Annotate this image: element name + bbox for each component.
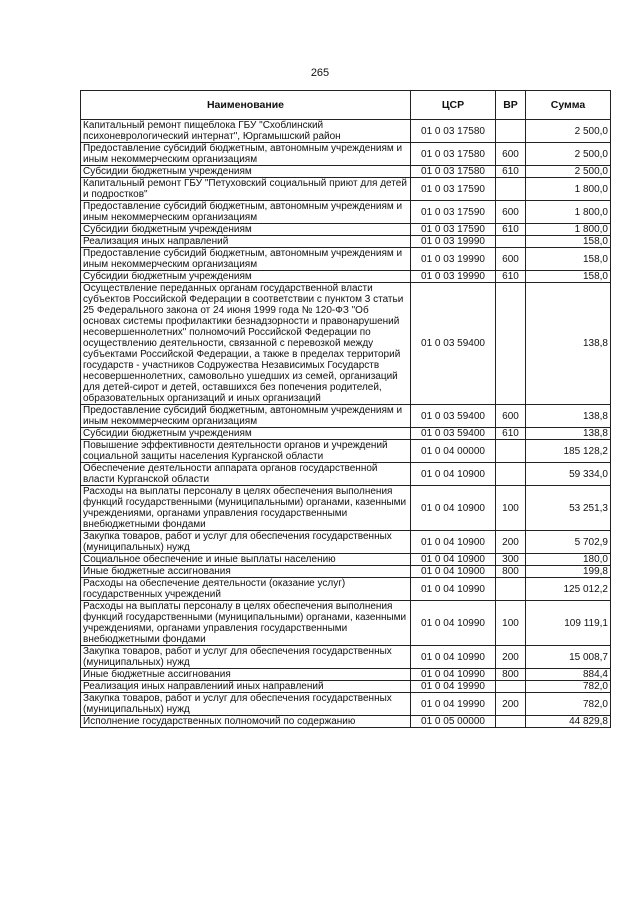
- cell-sum: 1 800,0: [526, 178, 611, 201]
- cell-vr: 100: [496, 486, 526, 531]
- cell-name: Расходы на обеспечение деятельности (оказание услуг) государственных учреждений: [81, 578, 411, 601]
- cell-name: Предоставление субсидий бюджетным, автономным учреждениям и иным некоммерческим организациям: [81, 405, 411, 428]
- cell-vr: [496, 236, 526, 248]
- cell-sum: 158,0: [526, 271, 611, 283]
- cell-csr: 01 0 04 10990: [411, 601, 496, 646]
- header-csr: ЦСР: [411, 91, 496, 120]
- cell-name: Субсидии бюджетным учреждениям: [81, 271, 411, 283]
- cell-vr: 100: [496, 601, 526, 646]
- table-row: [81, 166, 611, 178]
- cell-name: Иные бюджетные ассигнования: [81, 566, 411, 578]
- cell-name: Субсидии бюджетным учреждениям: [81, 428, 411, 440]
- cell-csr: 01 0 03 17590: [411, 224, 496, 236]
- table-row: [81, 271, 611, 283]
- cell-sum: 109 119,1: [526, 601, 611, 646]
- cell-csr: 01 0 04 10990: [411, 578, 496, 601]
- cell-name: Капитальный ремонт пищеблока ГБУ "Схоблинский психоневрологический интернат", Юргамышский район: [81, 120, 411, 143]
- table-row: [81, 601, 611, 646]
- cell-sum: 1 800,0: [526, 201, 611, 224]
- cell-vr: 600: [496, 201, 526, 224]
- table-row: [81, 201, 611, 224]
- cell-sum: 53 251,3: [526, 486, 611, 531]
- table-row: [81, 693, 611, 716]
- cell-vr: 800: [496, 669, 526, 681]
- header-sum: Сумма: [526, 91, 611, 120]
- cell-sum: 782,0: [526, 681, 611, 693]
- cell-sum: 158,0: [526, 248, 611, 271]
- cell-vr: 610: [496, 224, 526, 236]
- cell-csr: 01 0 03 59400: [411, 405, 496, 428]
- header-name: Наименование: [81, 91, 411, 120]
- cell-sum: 199,8: [526, 566, 611, 578]
- cell-csr: 01 0 03 17580: [411, 120, 496, 143]
- cell-csr: 01 0 05 00000: [411, 716, 496, 728]
- cell-vr: [496, 440, 526, 463]
- cell-name: Предоставление субсидий бюджетным, автономным учреждениям и иным некоммерческим организациям: [81, 143, 411, 166]
- cell-sum: 2 500,0: [526, 120, 611, 143]
- page-number: 265: [310, 67, 330, 79]
- cell-name: Предоставление субсидий бюджетным, автономным учреждениям и иным некоммерческим организациям: [81, 248, 411, 271]
- cell-vr: 800: [496, 566, 526, 578]
- cell-csr: 01 0 03 59400: [411, 428, 496, 440]
- cell-sum: 2 500,0: [526, 166, 611, 178]
- cell-name: Повышение эффективности деятельности органов и учреждений социальной защиты населения Курганской области: [81, 440, 411, 463]
- cell-sum: 15 008,7: [526, 646, 611, 669]
- table-row: [81, 531, 611, 554]
- cell-csr: 01 0 03 19990: [411, 271, 496, 283]
- cell-name: Предоставление субсидий бюджетным, автономным учреждениям и иным некоммерческим организациям: [81, 201, 411, 224]
- cell-name: Иные бюджетные ассигнования: [81, 669, 411, 681]
- cell-csr: 01 0 04 10900: [411, 463, 496, 486]
- table-row: [81, 178, 611, 201]
- cell-vr: 600: [496, 143, 526, 166]
- table-header-row: [81, 91, 611, 120]
- table-row: [81, 681, 611, 693]
- table-row: [81, 463, 611, 486]
- budget-table: [80, 90, 611, 728]
- cell-vr: 600: [496, 248, 526, 271]
- cell-csr: 01 0 03 17580: [411, 166, 496, 178]
- cell-name: Субсидии бюджетным учреждениям: [81, 166, 411, 178]
- cell-vr: 600: [496, 405, 526, 428]
- cell-vr: 200: [496, 693, 526, 716]
- cell-name: Реализация иных направлениий иных направлений: [81, 681, 411, 693]
- table-row: [81, 248, 611, 271]
- cell-name: Закупка товаров, работ и услуг для обеспечения государственных (муниципальных) нужд: [81, 646, 411, 669]
- table-row: [81, 554, 611, 566]
- cell-csr: 01 0 03 17590: [411, 178, 496, 201]
- table-row: [81, 716, 611, 728]
- cell-vr: 200: [496, 646, 526, 669]
- cell-vr: [496, 120, 526, 143]
- cell-vr: [496, 178, 526, 201]
- cell-sum: 44 829,8: [526, 716, 611, 728]
- cell-csr: 01 0 03 17590: [411, 201, 496, 224]
- cell-sum: 2 500,0: [526, 143, 611, 166]
- table-row: [81, 669, 611, 681]
- cell-sum: 185 128,2: [526, 440, 611, 463]
- cell-name: Исполнение государственных полномочий по содержанию: [81, 716, 411, 728]
- table-row: [81, 486, 611, 531]
- table-row: [81, 236, 611, 248]
- cell-vr: 610: [496, 271, 526, 283]
- cell-name: Расходы на выплаты персоналу в целях обеспечения выполнения функций государственными (муниципальными) органами, казенными учреждениями, органами управления государственными внебюджетными фондами: [81, 486, 411, 531]
- cell-name: Закупка товаров, работ и услуг для обеспечения государственных (муниципальных) нужд: [81, 693, 411, 716]
- cell-name: Обеспечение деятельности аппарата органов государственной власти Курганской области: [81, 463, 411, 486]
- cell-vr: 300: [496, 554, 526, 566]
- cell-vr: [496, 716, 526, 728]
- cell-csr: 01 0 04 10990: [411, 669, 496, 681]
- table-row: [81, 578, 611, 601]
- header-vr: ВР: [496, 91, 526, 120]
- cell-vr: 610: [496, 428, 526, 440]
- cell-name: Субсидии бюджетным учреждениям: [81, 224, 411, 236]
- cell-name: Социальное обеспечение и иные выплаты населению: [81, 554, 411, 566]
- cell-vr: [496, 578, 526, 601]
- cell-sum: 125 012,2: [526, 578, 611, 601]
- cell-sum: 884,4: [526, 669, 611, 681]
- cell-vr: 610: [496, 166, 526, 178]
- table-row: [81, 646, 611, 669]
- cell-vr: [496, 283, 526, 405]
- cell-csr: 01 0 04 10900: [411, 566, 496, 578]
- cell-csr: 01 0 04 19990: [411, 681, 496, 693]
- cell-name: Капитальный ремонт ГБУ "Петуховский социальный приют для детей и подростков": [81, 178, 411, 201]
- table-body: [81, 120, 611, 728]
- cell-vr: 200: [496, 531, 526, 554]
- table-row: [81, 283, 611, 405]
- table-row: [81, 405, 611, 428]
- cell-csr: 01 0 04 10900: [411, 554, 496, 566]
- cell-csr: 01 0 04 10990: [411, 646, 496, 669]
- cell-csr: 01 0 03 17580: [411, 143, 496, 166]
- table-row: [81, 143, 611, 166]
- cell-sum: 782,0: [526, 693, 611, 716]
- cell-vr: [496, 681, 526, 693]
- cell-sum: 1 800,0: [526, 224, 611, 236]
- cell-name: Закупка товаров, работ и услуг для обеспечения государственных (муниципальных) нужд: [81, 531, 411, 554]
- cell-sum: 138,8: [526, 283, 611, 405]
- cell-name: Расходы на выплаты персоналу в целях обеспечения выполнения функций государственными (муниципальными) органами, казенными учреждениями, органами управления государственными внебюджетными фондами: [81, 601, 411, 646]
- cell-csr: 01 0 03 19990: [411, 248, 496, 271]
- table-row: [81, 428, 611, 440]
- cell-sum: 180,0: [526, 554, 611, 566]
- cell-csr: 01 0 04 19990: [411, 693, 496, 716]
- cell-sum: 5 702,9: [526, 531, 611, 554]
- cell-sum: 158,0: [526, 236, 611, 248]
- cell-name: Реализация иных направлений: [81, 236, 411, 248]
- table-row: [81, 224, 611, 236]
- cell-sum: 59 334,0: [526, 463, 611, 486]
- cell-csr: 01 0 03 59400: [411, 283, 496, 405]
- cell-csr: 01 0 04 10900: [411, 531, 496, 554]
- cell-vr: [496, 463, 526, 486]
- cell-sum: 138,8: [526, 428, 611, 440]
- cell-name: Осуществление переданных органам государственной власти субъектов Российской Федерации в соответствии с пунктом 3 статьи 25 Федерального закона от 24 июня 1999 года № 120-ФЗ "Об основах системы профилактики безнадзорности и правонарушений несовершеннолетних" полномочий Российской Федерации по осуществлению деятельности, связанной с перевозкой между субъектами Российской Федерации, а также в пределах территорий государств - участников Содружества Независимых Государств несовершеннолетних, самовольно ушедших из семей, организаций для детей-сирот и детей, оставшихся без попечения родителей, образовательных организаций и иных организаций: [81, 283, 411, 405]
- table-row: [81, 120, 611, 143]
- cell-csr: 01 0 04 10900: [411, 486, 496, 531]
- cell-csr: 01 0 03 19990: [411, 236, 496, 248]
- table-row: [81, 440, 611, 463]
- cell-sum: 138,8: [526, 405, 611, 428]
- table-row: [81, 566, 611, 578]
- cell-csr: 01 0 04 00000: [411, 440, 496, 463]
